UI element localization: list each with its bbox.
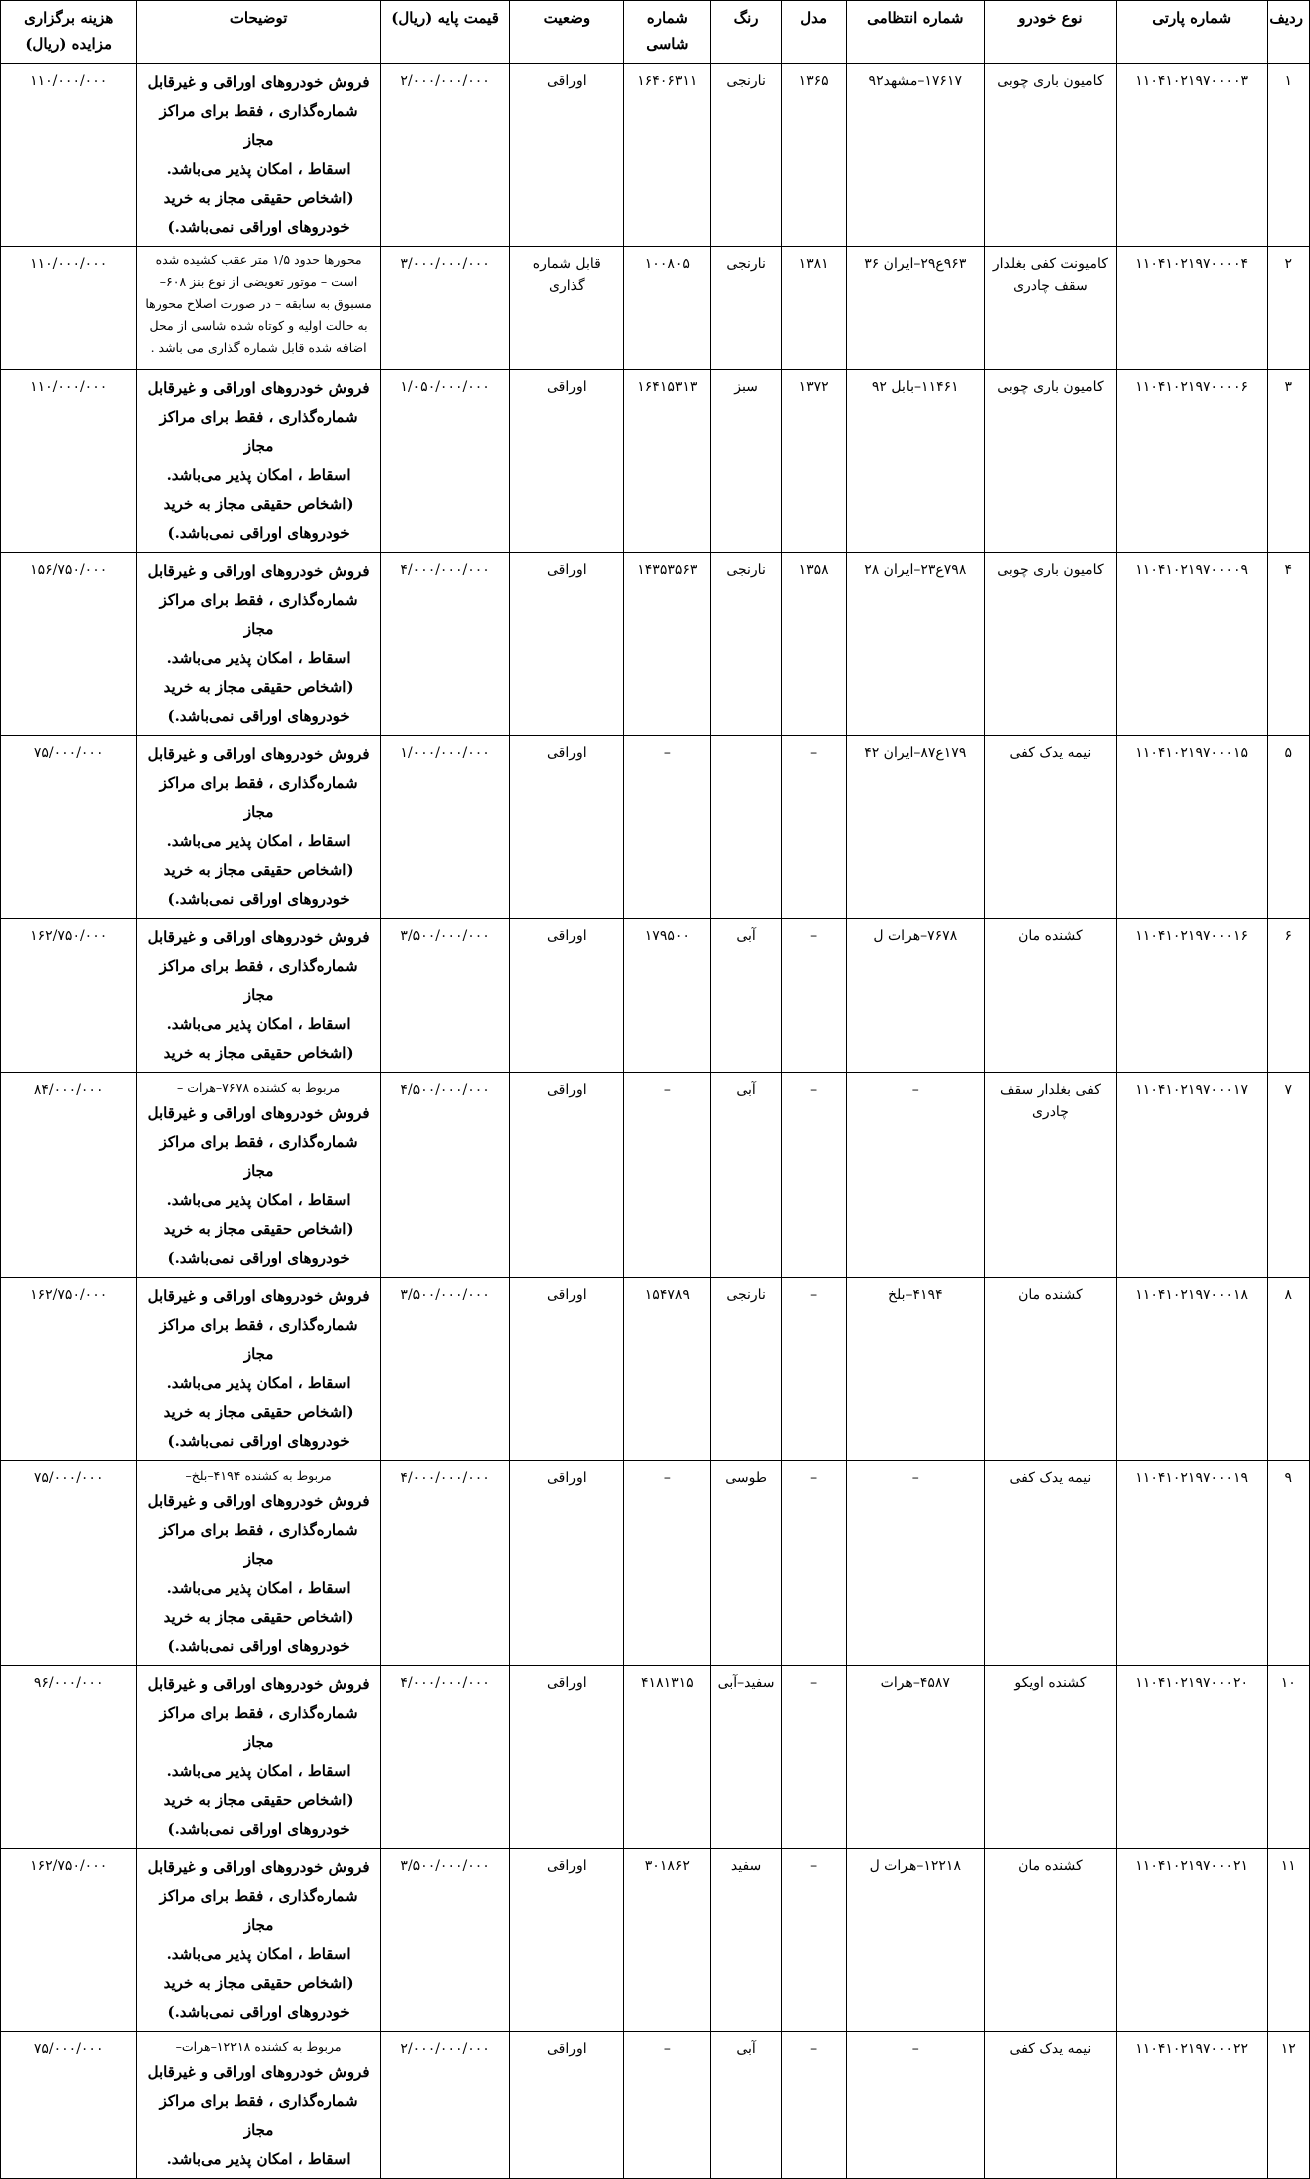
description-line: فروش خودروهای اوراقی و غیرقابل bbox=[147, 1287, 370, 1305]
cell-status: قابل شماره گذاری bbox=[510, 247, 624, 370]
cell-status: اوراقی bbox=[510, 64, 624, 247]
cell-model-year: – bbox=[781, 1666, 846, 1849]
cell-row-number: ۳ bbox=[1267, 370, 1309, 553]
cell-chassis-number: ۱۷۹۵۰۰ bbox=[624, 919, 711, 1073]
description-line: شماره‌گذاری ، فقط برای مراکز مجاز bbox=[159, 957, 358, 1004]
cell-description bbox=[137, 370, 380, 553]
cell-row-number: ۲ bbox=[1267, 247, 1309, 370]
cell-vehicle-type: کشنده اویکو bbox=[985, 1666, 1117, 1849]
cell-auction-fee: ۱۱۰/۰۰۰/۰۰۰ bbox=[1, 370, 137, 553]
cell-plate-number: ۱۱۴۶۱–بابل ۹۲ bbox=[846, 370, 984, 553]
cell-row-number: ۱۰ bbox=[1267, 1666, 1309, 1849]
cell-lot-number: ۱۱۰۴۱۰۲۱۹۷۰۰۰۱۷ bbox=[1116, 1073, 1267, 1278]
description-line: (اشخاص حقیقی مجاز به خرید bbox=[163, 1974, 354, 1992]
description-line: اسقاط ، امکان پذیر می‌باشد. bbox=[166, 1191, 351, 1209]
header-plate-number: شماره انتظامی bbox=[846, 1, 984, 64]
cell-vehicle-type: کشنده مان bbox=[985, 1849, 1117, 2032]
cell-vehicle-type: کامیون باری چوبی bbox=[985, 553, 1117, 736]
description-line: (اشخاص حقیقی مجاز به خرید bbox=[163, 1220, 354, 1238]
description-line: (اشخاص حقیقی مجاز به خرید bbox=[163, 1044, 354, 1062]
cell-vehicle-type: کامیون باری چوبی bbox=[985, 64, 1117, 247]
cell-chassis-number: ۱۶۴۱۵۳۱۳ bbox=[624, 370, 711, 553]
header-row-number: ردیف bbox=[1267, 1, 1309, 64]
header-vehicle-type: نوع خودرو bbox=[985, 1, 1117, 64]
cell-description bbox=[137, 2032, 380, 2179]
table-row bbox=[1, 1278, 1310, 1461]
cell-status: اوراقی bbox=[510, 1849, 624, 2032]
cell-vehicle-type: نیمه یدک کفی bbox=[985, 1461, 1117, 1666]
cell-row-number: ۱۲ bbox=[1267, 2032, 1309, 2179]
description-line: فروش خودروهای اوراقی و غیرقابل bbox=[147, 1104, 370, 1122]
description-line: خودروهای اوراقی نمی‌باشد.) bbox=[167, 890, 350, 908]
cell-auction-fee: ۱۱۰/۰۰۰/۰۰۰ bbox=[1, 247, 137, 370]
cell-base-price: ۲/۰۰۰/۰۰۰/۰۰۰ bbox=[380, 64, 510, 247]
description-line: اسقاط ، امکان پذیر می‌باشد. bbox=[166, 2150, 351, 2168]
cell-model-year: ۱۳۶۵ bbox=[781, 64, 846, 247]
description-line: فروش خودروهای اوراقی و غیرقابل bbox=[147, 2063, 370, 2081]
table-row bbox=[1, 1461, 1310, 1666]
table-row bbox=[1, 1073, 1310, 1278]
cell-plate-number: ۷۹۸ع۲۳–ایران ۲۸ bbox=[846, 553, 984, 736]
description-line: (اشخاص حقیقی مجاز به خرید bbox=[163, 1791, 354, 1809]
cell-vehicle-type: کامیونت کفی بغلدار سقف چادری bbox=[985, 247, 1117, 370]
description-line: فروش خودروهای اوراقی و غیرقابل bbox=[147, 379, 370, 397]
cell-model-year: – bbox=[781, 2032, 846, 2179]
cell-plate-number: – bbox=[846, 1073, 984, 1278]
cell-model-year: – bbox=[781, 1073, 846, 1278]
description-line: شماره‌گذاری ، فقط برای مراکز مجاز bbox=[159, 1521, 358, 1568]
header-auction-fee: هزینه برگزاری مزایده (ریال) bbox=[1, 1, 137, 64]
cell-base-price: ۳/۰۰۰/۰۰۰/۰۰۰ bbox=[380, 247, 510, 370]
description-line: فروش خودروهای اوراقی و غیرقابل bbox=[147, 1492, 370, 1510]
description-line: (اشخاص حقیقی مجاز به خرید bbox=[163, 189, 354, 207]
description-line: اسقاط ، امکان پذیر می‌باشد. bbox=[166, 1762, 351, 1780]
cell-color: آبی bbox=[711, 2032, 781, 2179]
cell-plate-number: ۷۶۷۸–هرات ل bbox=[846, 919, 984, 1073]
description-line: شماره‌گذاری ، فقط برای مراکز مجاز bbox=[159, 1704, 358, 1751]
description-line: اسقاط ، امکان پذیر می‌باشد. bbox=[166, 832, 351, 850]
description-line: (اشخاص حقیقی مجاز به خرید bbox=[163, 1608, 354, 1626]
description-line: شماره‌گذاری ، فقط برای مراکز مجاز bbox=[159, 591, 358, 638]
cell-lot-number: ۱۱۰۴۱۰۲۱۹۷۰۰۰۰۴ bbox=[1116, 247, 1267, 370]
cell-color: سفید bbox=[711, 1849, 781, 2032]
header-lot-number: شماره پارتی bbox=[1116, 1, 1267, 64]
cell-status: اوراقی bbox=[510, 1666, 624, 1849]
cell-lot-number: ۱۱۰۴۱۰۲۱۹۷۰۰۰۰۹ bbox=[1116, 553, 1267, 736]
cell-description bbox=[137, 553, 380, 736]
cell-model-year: – bbox=[781, 919, 846, 1073]
table-row bbox=[1, 2032, 1310, 2179]
cell-auction-fee: ۱۱۰/۰۰۰/۰۰۰ bbox=[1, 64, 137, 247]
cell-plate-number: – bbox=[846, 1461, 984, 1666]
cell-description bbox=[137, 1666, 380, 1849]
cell-description bbox=[137, 247, 380, 370]
cell-model-year: – bbox=[781, 736, 846, 919]
cell-chassis-number: ۱۶۴۰۶۳۱۱ bbox=[624, 64, 711, 247]
cell-status: اوراقی bbox=[510, 919, 624, 1073]
table-row bbox=[1, 64, 1310, 247]
cell-row-number: ۷ bbox=[1267, 1073, 1309, 1278]
description-line: شماره‌گذاری ، فقط برای مراکز مجاز bbox=[159, 774, 358, 821]
description-line: شماره‌گذاری ، فقط برای مراکز مجاز bbox=[159, 102, 358, 149]
description-note: مربوط به کشنده ۱۲۲۱۸–هرات– bbox=[175, 2039, 342, 2054]
cell-row-number: ۱۱ bbox=[1267, 1849, 1309, 2032]
header-status: وضعیت bbox=[510, 1, 624, 64]
description-note: مربوط به کشنده ۴۱۹۴–بلخ– bbox=[185, 1468, 332, 1483]
description-line: شماره‌گذاری ، فقط برای مراکز مجاز bbox=[159, 1316, 358, 1363]
description-line: اسقاط ، امکان پذیر می‌باشد. bbox=[166, 1374, 351, 1392]
cell-color: سبز bbox=[711, 370, 781, 553]
description-line: (اشخاص حقیقی مجاز به خرید bbox=[163, 678, 354, 696]
description-line: خودروهای اوراقی نمی‌باشد.) bbox=[167, 707, 350, 725]
description-line: اسقاط ، امکان پذیر می‌باشد. bbox=[166, 1579, 351, 1597]
cell-color: آبی bbox=[711, 1073, 781, 1278]
cell-lot-number: ۱۱۰۴۱۰۲۱۹۷۰۰۰۱۹ bbox=[1116, 1461, 1267, 1666]
cell-lot-number: ۱۱۰۴۱۰۲۱۹۷۰۰۰۲۱ bbox=[1116, 1849, 1267, 2032]
cell-description bbox=[137, 919, 380, 1073]
description-line: خودروهای اوراقی نمی‌باشد.) bbox=[167, 218, 350, 236]
cell-chassis-number: ۳۰۱۸۶۲ bbox=[624, 1849, 711, 2032]
description-line: شماره‌گذاری ، فقط برای مراکز مجاز bbox=[159, 1133, 358, 1180]
cell-color: نارنجی bbox=[711, 247, 781, 370]
header-color: رنگ bbox=[711, 1, 781, 64]
cell-color: نارنجی bbox=[711, 553, 781, 736]
cell-row-number: ۸ bbox=[1267, 1278, 1309, 1461]
table-row bbox=[1, 553, 1310, 736]
cell-auction-fee: ۱۶۲/۷۵۰/۰۰۰ bbox=[1, 1278, 137, 1461]
cell-auction-fee: ۱۶۲/۷۵۰/۰۰۰ bbox=[1, 919, 137, 1073]
cell-model-year: – bbox=[781, 1278, 846, 1461]
cell-chassis-number: ۱۰۰۸۰۵ bbox=[624, 247, 711, 370]
description-line: فروش خودروهای اوراقی و غیرقابل bbox=[147, 73, 370, 91]
cell-color bbox=[711, 736, 781, 919]
cell-base-price: ۳/۵۰۰/۰۰۰/۰۰۰ bbox=[380, 919, 510, 1073]
cell-row-number: ۴ bbox=[1267, 553, 1309, 736]
header-chassis-number: شماره شاسی bbox=[624, 1, 711, 64]
description-line: شماره‌گذاری ، فقط برای مراکز مجاز bbox=[159, 1887, 358, 1934]
cell-model-year: ۱۳۵۸ bbox=[781, 553, 846, 736]
cell-color: سفید–آبی bbox=[711, 1666, 781, 1849]
table-row bbox=[1, 919, 1310, 1073]
cell-row-number: ۶ bbox=[1267, 919, 1309, 1073]
cell-base-price: ۳/۵۰۰/۰۰۰/۰۰۰ bbox=[380, 1849, 510, 2032]
table-row bbox=[1, 1666, 1310, 1849]
cell-chassis-number: ۱۴۳۵۳۵۶۳ bbox=[624, 553, 711, 736]
cell-lot-number: ۱۱۰۴۱۰۲۱۹۷۰۰۰۰۳ bbox=[1116, 64, 1267, 247]
description-line: فروش خودروهای اوراقی و غیرقابل bbox=[147, 562, 370, 580]
cell-row-number: ۱ bbox=[1267, 64, 1309, 247]
description-line: فروش خودروهای اوراقی و غیرقابل bbox=[147, 1675, 370, 1693]
cell-chassis-number: – bbox=[624, 736, 711, 919]
cell-color: طوسی bbox=[711, 1461, 781, 1666]
cell-color: نارنجی bbox=[711, 64, 781, 247]
description-line: خودروهای اوراقی نمی‌باشد.) bbox=[167, 1820, 350, 1838]
cell-description bbox=[137, 736, 380, 919]
table-row bbox=[1, 370, 1310, 553]
cell-status: اوراقی bbox=[510, 1073, 624, 1278]
cell-lot-number: ۱۱۰۴۱۰۲۱۹۷۰۰۰۰۶ bbox=[1116, 370, 1267, 553]
cell-lot-number: ۱۱۰۴۱۰۲۱۹۷۰۰۰۱۵ bbox=[1116, 736, 1267, 919]
cell-auction-fee: ۹۶/۰۰۰/۰۰۰ bbox=[1, 1666, 137, 1849]
table-body bbox=[1, 64, 1310, 2179]
description-note: مربوط به کشنده ۷۶۷۸–هرات – bbox=[176, 1080, 341, 1095]
description-line: اسقاط ، امکان پذیر می‌باشد. bbox=[166, 1945, 351, 1963]
cell-vehicle-type: نیمه یدک کفی bbox=[985, 736, 1117, 919]
cell-description bbox=[137, 1849, 380, 2032]
cell-description bbox=[137, 1073, 380, 1278]
description-line: شماره‌گذاری ، فقط برای مراکز مجاز bbox=[159, 408, 358, 455]
description-line: فروش خودروهای اوراقی و غیرقابل bbox=[147, 745, 370, 763]
cell-status: اوراقی bbox=[510, 370, 624, 553]
table-row bbox=[1, 247, 1310, 370]
description-line: اسقاط ، امکان پذیر می‌باشد. bbox=[166, 649, 351, 667]
cell-auction-fee: ۸۴/۰۰۰/۰۰۰ bbox=[1, 1073, 137, 1278]
cell-base-price: ۳/۵۰۰/۰۰۰/۰۰۰ bbox=[380, 1278, 510, 1461]
cell-vehicle-type: کفی بغلدار سقف چادری bbox=[985, 1073, 1117, 1278]
cell-status: اوراقی bbox=[510, 1278, 624, 1461]
cell-plate-number: ۴۱۹۴–بلخ bbox=[846, 1278, 984, 1461]
description-line: اسقاط ، امکان پذیر می‌باشد. bbox=[166, 1015, 351, 1033]
cell-lot-number: ۱۱۰۴۱۰۲۱۹۷۰۰۰۱۸ bbox=[1116, 1278, 1267, 1461]
description-line: اسقاط ، امکان پذیر می‌باشد. bbox=[166, 160, 351, 178]
cell-vehicle-type: کامیون باری چوبی bbox=[985, 370, 1117, 553]
cell-model-year: ۱۳۷۲ bbox=[781, 370, 846, 553]
header-row bbox=[1, 1, 1310, 64]
cell-description bbox=[137, 64, 380, 247]
cell-color: آبی bbox=[711, 919, 781, 1073]
cell-vehicle-type: کشنده مان bbox=[985, 1278, 1117, 1461]
cell-vehicle-type: کشنده مان bbox=[985, 919, 1117, 1073]
description-line: (اشخاص حقیقی مجاز به خرید bbox=[163, 495, 354, 513]
description-line: خودروهای اوراقی نمی‌باشد.) bbox=[167, 1249, 350, 1267]
cell-auction-fee: ۷۵/۰۰۰/۰۰۰ bbox=[1, 2032, 137, 2179]
cell-row-number: ۵ bbox=[1267, 736, 1309, 919]
cell-status: اوراقی bbox=[510, 2032, 624, 2179]
header-base-price: قیمت پایه (ریال) bbox=[380, 1, 510, 64]
table-row bbox=[1, 736, 1310, 919]
cell-plate-number: – bbox=[846, 2032, 984, 2179]
cell-chassis-number: ۱۵۴۷۸۹ bbox=[624, 1278, 711, 1461]
cell-base-price: ۴/۰۰۰/۰۰۰/۰۰۰ bbox=[380, 553, 510, 736]
cell-plate-number: ۱۷۹ع۸۷–ایران ۴۲ bbox=[846, 736, 984, 919]
cell-model-year: – bbox=[781, 1461, 846, 1666]
cell-base-price: ۱/۰۵۰/۰۰۰/۰۰۰ bbox=[380, 370, 510, 553]
cell-plate-number: ۹۶۳ع۲۹–ایران ۳۶ bbox=[846, 247, 984, 370]
cell-auction-fee: ۷۵/۰۰۰/۰۰۰ bbox=[1, 1461, 137, 1666]
cell-status: اوراقی bbox=[510, 553, 624, 736]
cell-lot-number: ۱۱۰۴۱۰۲۱۹۷۰۰۰۲۰ bbox=[1116, 1666, 1267, 1849]
description-line: (اشخاص حقیقی مجاز به خرید bbox=[163, 861, 354, 879]
cell-auction-fee: ۱۵۶/۷۵۰/۰۰۰ bbox=[1, 553, 137, 736]
cell-base-price: ۴/۵۰۰/۰۰۰/۰۰۰ bbox=[380, 1073, 510, 1278]
header-description: توضیحات bbox=[137, 1, 380, 64]
cell-color: نارنجی bbox=[711, 1278, 781, 1461]
cell-base-price: ۱/۰۰۰/۰۰۰/۰۰۰ bbox=[380, 736, 510, 919]
cell-status: اوراقی bbox=[510, 1461, 624, 1666]
description-line: فروش خودروهای اوراقی و غیرقابل bbox=[147, 928, 370, 946]
cell-base-price: ۴/۰۰۰/۰۰۰/۰۰۰ bbox=[380, 1666, 510, 1849]
cell-chassis-number: ۴۱۸۱۳۱۵ bbox=[624, 1666, 711, 1849]
cell-chassis-number: – bbox=[624, 1461, 711, 1666]
cell-base-price: ۴/۰۰۰/۰۰۰/۰۰۰ bbox=[380, 1461, 510, 1666]
cell-chassis-number: – bbox=[624, 1073, 711, 1278]
cell-plate-number: ۱۷۶۱۷–مشهد۹۲ bbox=[846, 64, 984, 247]
cell-base-price: ۲/۰۰۰/۰۰۰/۰۰۰ bbox=[380, 2032, 510, 2179]
header-model-year: مدل bbox=[781, 1, 846, 64]
description-line: فروش خودروهای اوراقی و غیرقابل bbox=[147, 1858, 370, 1876]
description-line: (اشخاص حقیقی مجاز به خرید bbox=[163, 1403, 354, 1421]
cell-auction-fee: ۱۶۲/۷۵۰/۰۰۰ bbox=[1, 1849, 137, 2032]
cell-description bbox=[137, 1278, 380, 1461]
table-row bbox=[1, 1849, 1310, 2032]
cell-vehicle-type: نیمه یدک کفی bbox=[985, 2032, 1117, 2179]
description-line: خودروهای اوراقی نمی‌باشد.) bbox=[167, 1432, 350, 1450]
cell-auction-fee: ۷۵/۰۰۰/۰۰۰ bbox=[1, 736, 137, 919]
description-line: خودروهای اوراقی نمی‌باشد.) bbox=[167, 524, 350, 542]
cell-lot-number: ۱۱۰۴۱۰۲۱۹۷۰۰۰۲۲ bbox=[1116, 2032, 1267, 2179]
description-note: محورها حدود ۱/۵ متر عقب کشیده شده است – موتور تعویضی از نوع بنز ۶۰۸–مسبوق به سابقه – در صورت اصلاح محورها به حالت اولیه و کوتاه شده شاسی از محل اضافه شده قابل شماره گذاری می باشد . bbox=[145, 252, 372, 355]
description-line: خودروهای اوراقی نمی‌باشد.) bbox=[167, 2003, 350, 2021]
description-line: شماره‌گذاری ، فقط برای مراکز مجاز bbox=[159, 2092, 358, 2139]
description-line: اسقاط ، امکان پذیر می‌باشد. bbox=[166, 466, 351, 484]
cell-status: اوراقی bbox=[510, 736, 624, 919]
cell-model-year: – bbox=[781, 1849, 846, 2032]
cell-row-number: ۹ bbox=[1267, 1461, 1309, 1666]
cell-chassis-number: – bbox=[624, 2032, 711, 2179]
cell-plate-number: ۱۲۲۱۸–هرات ل bbox=[846, 1849, 984, 2032]
cell-model-year: ۱۳۸۱ bbox=[781, 247, 846, 370]
description-line: خودروهای اوراقی نمی‌باشد.) bbox=[167, 1637, 350, 1655]
cell-lot-number: ۱۱۰۴۱۰۲۱۹۷۰۰۰۱۶ bbox=[1116, 919, 1267, 1073]
cell-plate-number: ۴۵۸۷–هرات bbox=[846, 1666, 984, 1849]
cell-description bbox=[137, 1461, 380, 1666]
